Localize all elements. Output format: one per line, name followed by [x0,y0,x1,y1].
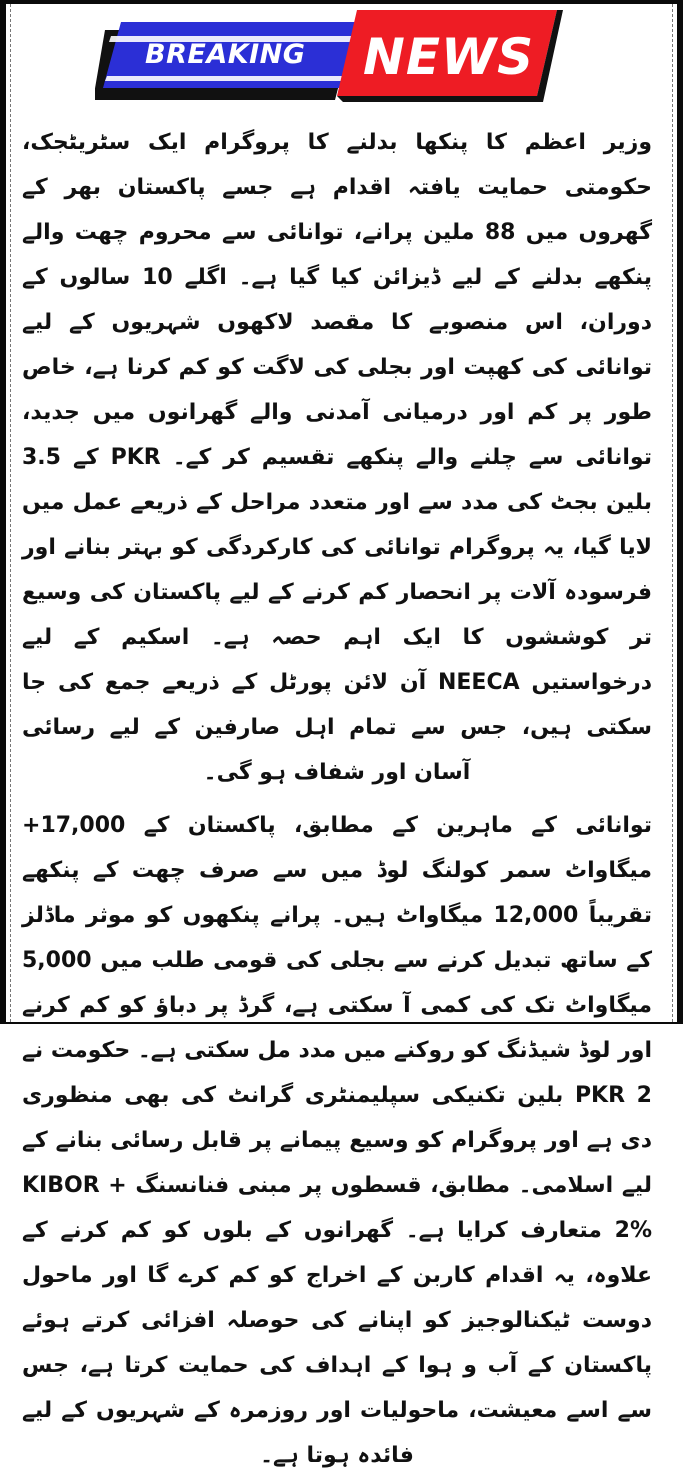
article-paragraph-1: وزیر اعظم کا پنکھا بدلنے کا پروگرام ایک سٹریٹجک، حکومتی حمایت یافتہ اقدام ہے جسے پاکستان بھر کے گھروں میں 88 ملین پرانے، توانائی سے محروم چھت والے پنکھے بدلنے کے لیے ڈیزائن کیا گیا ہے۔ اگلے 10 سالوں کے دوران، اس منصوبے کا مقصد لاکھوں شہریوں کے لیے توانائی کی کھپت اور بجلی کی لاگت کو کم کرنا ہے، خاص طور پر کم اور درمیانی آمدنی والے گھرانوں میں جدید، توانائی سے چلنے والے پنکھے تقسیم کر کے۔ PKR کے 3.5 بلین بجٹ کی مدد سے اور متعدد مراحل کے ذریعے عمل میں لایا گیا، یہ پروگرام توانائی کی کارکردگی کو بہتر بنانے اور فرسودہ آلات پر انحصار کم کرنے کے لیے پاکستان کی وسیع تر کوششوں کا ایک اہم حصہ ہے۔ اسکیم کے لیے درخواستیں NEECA آن لائن پورٹل کے ذریعے جمع کی جا سکتی ہیں، جس سے تمام اہل صارفین کے لیے رسائی آسان اور شفاف ہو گی۔ [22,130,652,785]
banner-breaking-text: BREAKING [145,39,306,70]
banner-news-text: NEWS [363,28,535,86]
article-paragraph-2: توانائی کے ماہرین کے مطابق، پاکستان کے 17,000+ میگاواٹ سمر کولنگ لوڈ میں سے صرف چھت کے پنکھے تقریباً 12,000 میگاواٹ ہیں۔ پرانے پنکھوں کو موثر ماڈلز کے ساتھ تبدیل کرنے سے بجلی کی قومی طلب میں 5,000 میگاواٹ تک کی کمی آ سکتی ہے، گرڈ پر دباؤ کو کم کرنے اور لوڈ شیڈنگ کو روکنے میں مدد مل سکتی ہے۔ حکومت نے PKR 2 بلین تکنیکی سپلیمنٹری گرانٹ کی بھی منظوری دی ہے اور پروگرام کو وسیع پیمانے پر قابل رسائی بنانے کے لیے اسلامی۔ مطابق، قسطوں پر مبنی فنانسنگ KIBOR + 2% متعارف کرایا ہے۔ گھرانوں کے بلوں کو کم کرنے کے علاوہ، یہ اقدام کاربن کے اخراج کو کم کرے گا اور ماحول دوست ٹیکنالوجیز کو اپنانے کی حوصلہ افزائی کرتے ہوئے پاکستان کے آب و ہوا کے اہداف کی حمایت کرتا ہے، جس سے اسے معیشت، ماحولیات اور روزمرہ کے شہریوں کے لیے فائدہ ہوتا ہے۔ [22,813,652,1468]
banner-white-stripe-bottom [105,76,351,81]
breaking-news-banner [95,8,588,112]
article-body [22,120,652,1478]
